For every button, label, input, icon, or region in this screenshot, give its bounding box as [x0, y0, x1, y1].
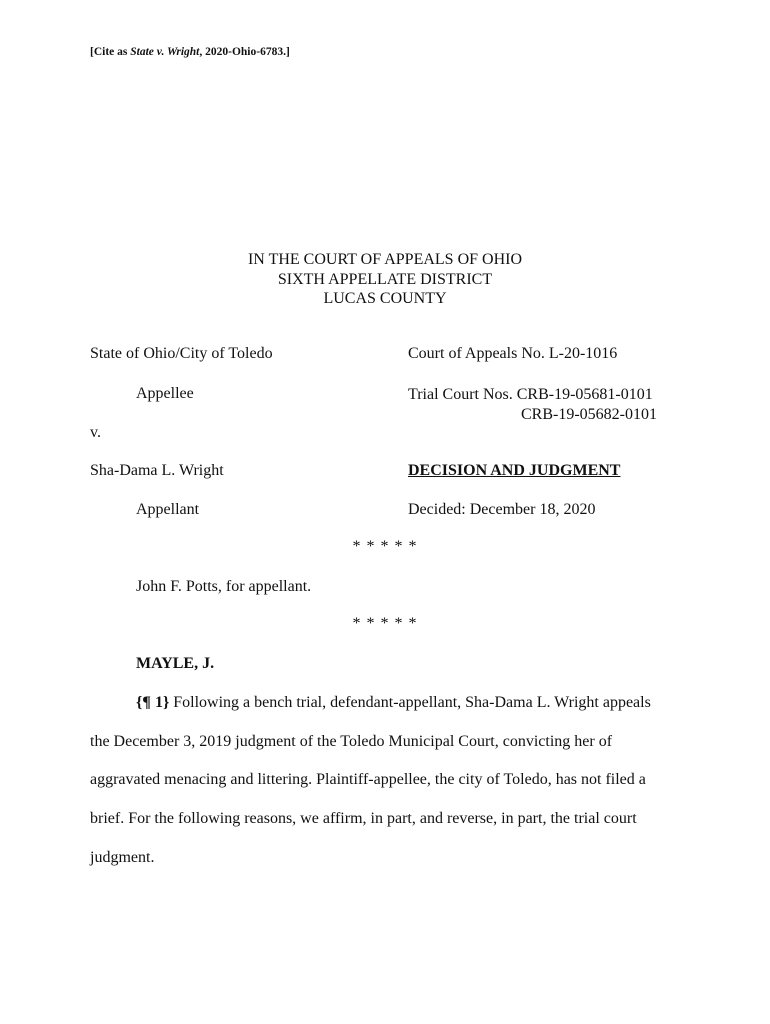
- trial-court-numbers: [408, 385, 657, 424]
- paragraph-line-3: aggravated menacing and littering. Plaintiff-appellee, the city of Toledo, has not filed a: [90, 771, 646, 788]
- paragraph-line-1-text: Following a bench trial, defendant-appellant, Sha-Dama L. Wright appeals: [169, 694, 651, 711]
- citation-prefix: [Cite as: [90, 46, 131, 58]
- trial-number-2: CRB-19-05682-0101: [521, 405, 657, 423]
- judge-name: MAYLE, J.: [136, 655, 215, 672]
- court-name: IN THE COURT OF APPEALS OF OHIO: [247, 251, 523, 268]
- citation-case-name: State v. Wright: [130, 46, 200, 58]
- appellant-name: Sha-Dama L. Wright: [90, 462, 224, 479]
- court-heading: [0, 250, 770, 309]
- paragraph-line-4: brief. For the following reasons, we affirm, in part, and reverse, in part, the trial court: [90, 810, 637, 827]
- court-district: SIXTH APPELLATE DISTRICT: [277, 270, 493, 288]
- versus: v.: [90, 424, 101, 441]
- paragraph-line-5: judgment.: [90, 849, 155, 866]
- paragraph-line-2: the December 3, 2019 judgment of the Toledo Municipal Court, convicting her of: [90, 733, 613, 750]
- trial-number-1: Trial Court Nos. CRB-19-05681-0101: [408, 386, 653, 403]
- appellee-name: State of Ohio/City of Toledo: [90, 345, 273, 362]
- citation-header: [90, 46, 290, 58]
- paragraph-marker: {¶ 1}: [136, 694, 170, 711]
- court-county: LUCAS COUNTY: [323, 290, 447, 307]
- separator-bottom: * * * * *: [352, 615, 418, 632]
- separator-top: * * * * *: [352, 538, 418, 555]
- appellant-role: Appellant: [136, 501, 200, 518]
- decision-title: DECISION AND JUDGMENT: [408, 462, 621, 479]
- appellee-role: Appellee: [136, 385, 194, 402]
- citation-suffix: , 2020-Ohio-6783.]: [199, 46, 290, 58]
- decided-date: Decided: December 18, 2020: [408, 501, 596, 518]
- appeals-number: Court of Appeals No. L-20-1016: [408, 345, 618, 362]
- paragraph-line-1: [136, 694, 651, 712]
- counsel-line: John F. Potts, for appellant.: [136, 578, 312, 595]
